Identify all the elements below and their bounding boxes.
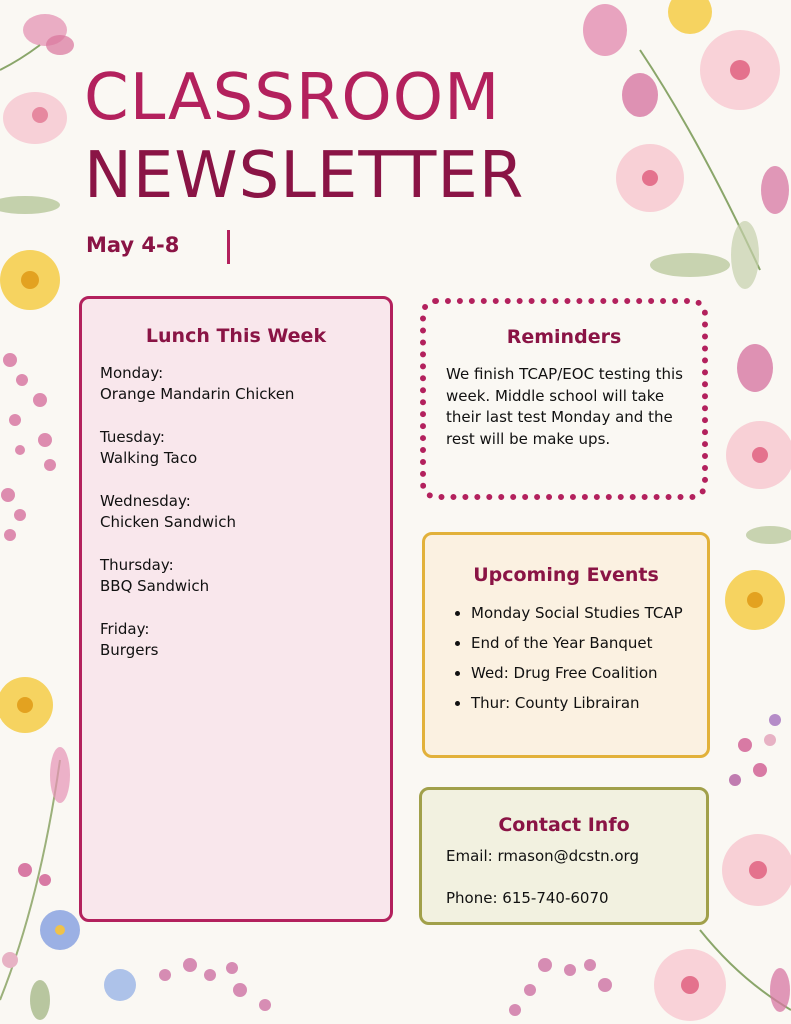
meal-label: BBQ Sandwich (100, 577, 210, 595)
lunch-day-monday (100, 363, 390, 405)
meal-label: Chicken Sandwich (100, 513, 236, 531)
lunch-day-friday (100, 619, 390, 661)
contact-heading: Contact Info (498, 814, 630, 836)
lunch-heading: Lunch This Week (145, 325, 327, 347)
reminders-panel (420, 298, 708, 500)
divider-bar (227, 230, 230, 264)
reminders-heading: Reminders (506, 326, 622, 348)
title-line-1: CLASSROOM (84, 61, 501, 135)
day-label: Wednesday: (100, 492, 191, 510)
event-item: • End of the Year Banquet (471, 634, 707, 652)
flower-right-side (725, 344, 791, 630)
lunch-day-tuesday (100, 427, 390, 469)
flower-bottom-middle (159, 958, 612, 1016)
contact-panel (419, 787, 709, 925)
meal-label: Orange Mandarin Chicken (100, 385, 295, 403)
lunch-panel (79, 296, 393, 922)
contact-phone: Phone: 615-740-6070 (446, 889, 609, 907)
flower-left-yellow (0, 250, 60, 733)
events-list (425, 604, 707, 712)
day-label: Tuesday: (100, 428, 165, 446)
event-item: • Monday Social Studies TCAP (471, 604, 707, 622)
meal-label: Walking Taco (100, 449, 198, 467)
reminders-text: We finish TCAP/EOC testing this week. Middle school will take their last test Monday and the rest will be make ups. (446, 365, 683, 448)
lunch-day-thursday (100, 555, 390, 597)
week-date: May 4-8 (86, 233, 180, 257)
day-label: Thursday: (100, 556, 174, 574)
berries-left (1, 353, 56, 541)
day-label: Friday: (100, 620, 150, 638)
event-item: • Thur: County Librairan (471, 694, 707, 712)
flower-top-left (0, 14, 74, 214)
day-label: Monday: (100, 364, 164, 382)
flower-top-right (583, 0, 789, 289)
page-title (84, 61, 525, 213)
meal-label: Burgers (100, 641, 159, 659)
events-panel (422, 532, 710, 758)
events-heading: Upcoming Events (473, 564, 659, 586)
lunch-day-wednesday (100, 491, 390, 533)
contact-email: Email: rmason@dcstn.org (446, 847, 639, 865)
title-line-2: NEWSLETTER (84, 139, 525, 213)
event-item: • Wed: Drug Free Coalition (471, 664, 707, 682)
